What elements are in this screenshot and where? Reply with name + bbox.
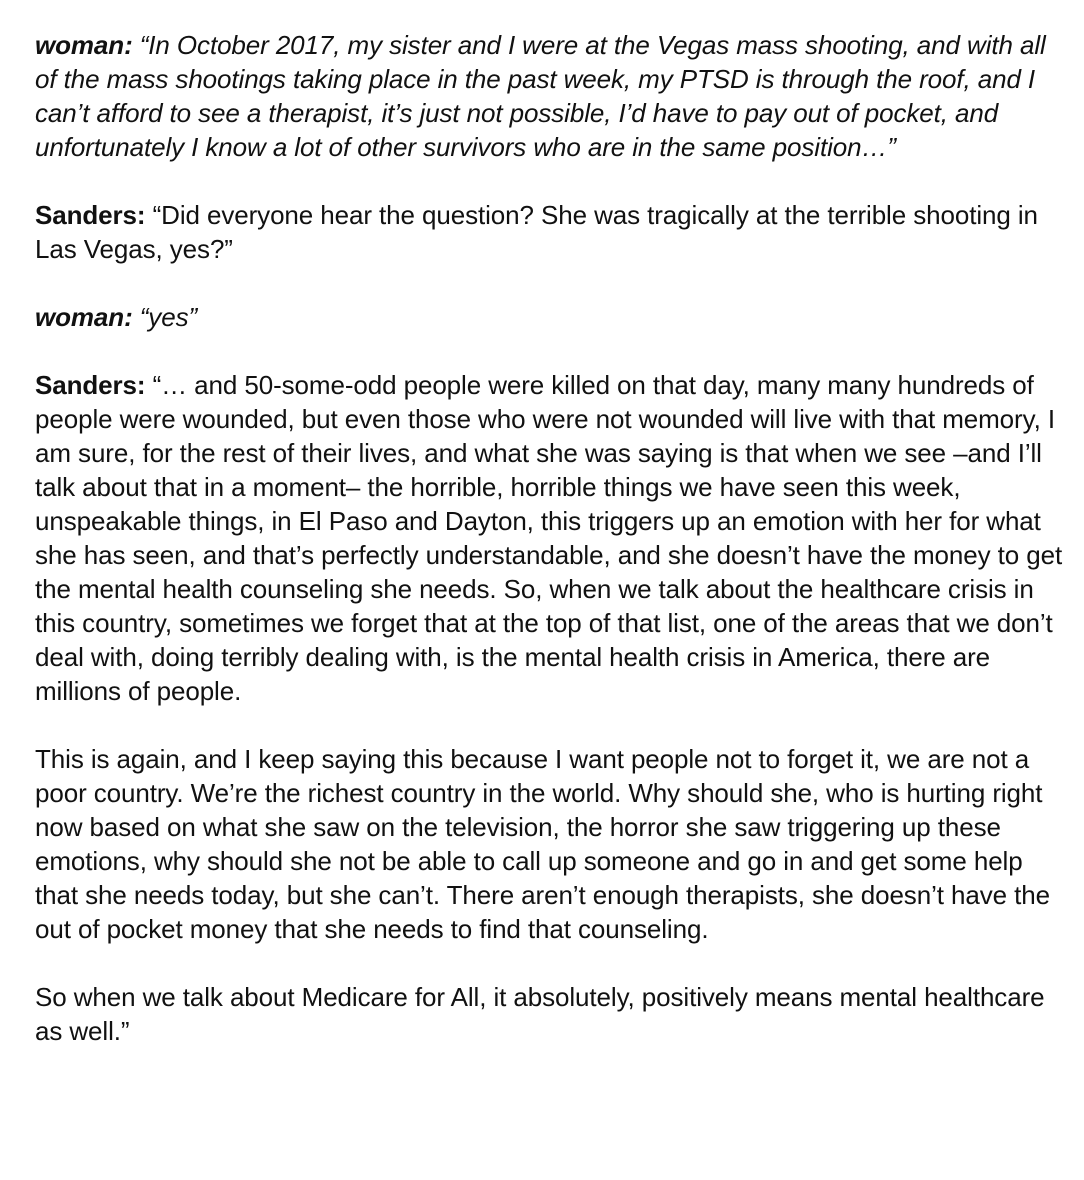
continuation-paragraph: This is again, and I keep saying this because I want people not to forget it, we are not a poor country. We’re the richest country in the world. Why should she, who is hurting right now based on what she saw on the television, the horror she saw triggering up these emotions, why should she not be able to call up someone and go in and get some help that she needs today, but she can’t. There aren’t enough therapists, she doesn’t have the out of pocket money that she needs to find that counseling.	[35, 744, 1050, 944]
quote-text: “… and 50-some-odd people were killed on that day, many many hundreds of people were wounded, but even those who were not wounded will live with that memory, I am sure, for the rest of their lives, and what she was saying is that when we see –and I’ll talk about that in a moment– the horrible, horrible things we have seen this week, unspeakable things, in El Paso and Dayton, this triggers up an emotion with her for what she has seen, and that’s perfectly understandable, and she doesn’t have the money to get the mental health counseling she needs. So, when we talk about the healthcare crisis in this country, sometimes we forget that at the top of that list, one of the areas that we don’t deal with, doing terribly dealing with, is the mental health crisis in America, there are millions of people.	[35, 370, 1063, 706]
transcript-body	[35, 28, 1065, 1048]
speaker-label: woman:	[35, 30, 133, 60]
quote-text: “Did everyone hear the question? She was tragically at the terrible shooting in Las Vegas, yes?”	[35, 200, 1038, 264]
closing-paragraph: So when we talk about Medicare for All, it absolutely, positively means mental healthcare as well.”	[35, 982, 1045, 1046]
woman-answer-paragraph	[35, 300, 1065, 334]
woman-question-paragraph	[35, 28, 1065, 164]
speaker-label: woman:	[35, 302, 133, 332]
speaker-label: Sanders:	[35, 370, 146, 400]
quote-text: “In October 2017, my sister and I were at the Vegas mass shooting, and with all of the mass shootings taking place in the past week, my PTSD is through the roof, and I can’t afford to see a therapist, it’s just not possible, I’d have to pay out of pocket, and unfortunately I know a lot of other survivors who are in the same position…”	[35, 30, 1046, 162]
sanders-response-paragraph	[35, 368, 1065, 708]
sanders-reply-paragraph	[35, 198, 1065, 266]
quote-text: “yes”	[139, 302, 198, 332]
speaker-label: Sanders:	[35, 200, 146, 230]
